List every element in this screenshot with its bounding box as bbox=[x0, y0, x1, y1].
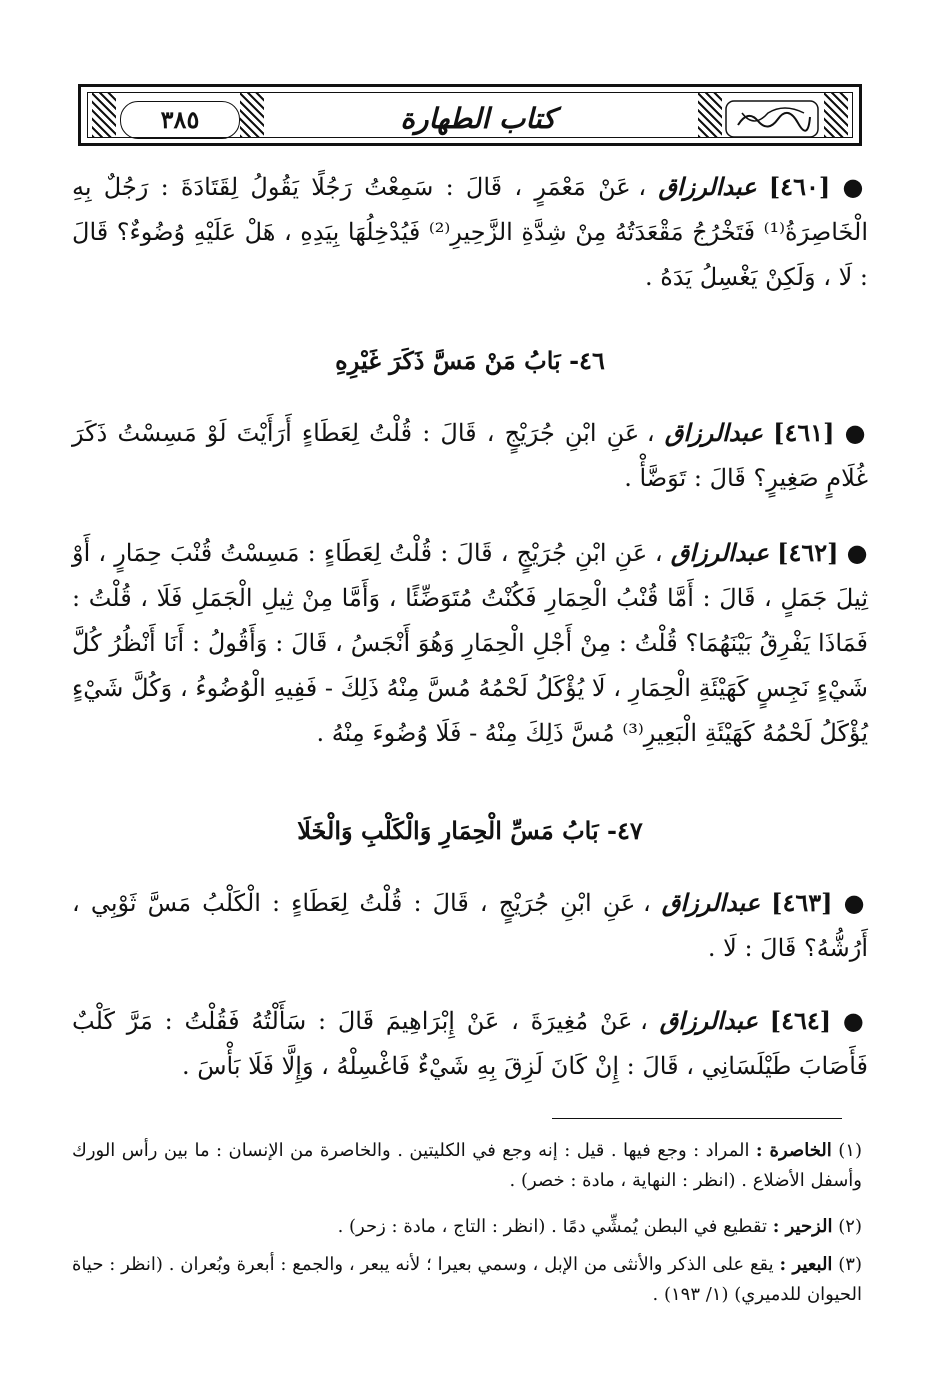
footnote-1 bbox=[72, 1136, 862, 1196]
footnote-text: المراد : وجع فيها . قيل : إنه وجع في الكليتين . والخاصرة من الإنسان : ما بين رأس الورك وأسفل الأضلاع . (انظر : النهاية ، مادة : خصر) . bbox=[72, 1140, 862, 1191]
hadith-number: [٤٦٤] bbox=[769, 1006, 832, 1035]
page-number: ٣٨٥ bbox=[120, 101, 240, 139]
publisher-seal-logo bbox=[724, 99, 820, 139]
narrator-name: عبدالرزاق bbox=[659, 1006, 758, 1035]
hadith-number: [٤٦٢] bbox=[777, 538, 839, 567]
narrator-name: عبدالرزاق bbox=[670, 538, 769, 567]
hadith-461: ● [٤٦١] عبدالرزاق ، عَنِ ابْنِ جُرَيْجٍ ، قَالَ : قُلْتُ لِعَطَاءٍ أَرَأَيْتَ لَوْ مَسِسْتُ ذَكَرَ غُلَامٍ صَغِيرٍ؟ قَالَ : تَوَضَّأْ . bbox=[72, 418, 868, 492]
footnote-marker: (١) bbox=[838, 1140, 862, 1161]
footnote-term: الزحير : bbox=[772, 1216, 833, 1237]
page-header bbox=[78, 84, 862, 146]
hadith-text: ، عَنْ مَعْمَرٍ ، قَالَ : سَمِعْتُ رَجُلًا يَقُولُ لِقَتَادَةَ : رَجُلٌ بِهِ الْخَاصِرَةُ⁽¹⁾ فَتَخْرُجُ مَقْعَدَتُهُ مِنْ شِدَّةِ الزَّحِيرِ⁽²⁾ فَيُدْخِلُهَا بِيَدِهِ ، هَلْ عَلَيْهِ وُضُوءٌ؟ قَالَ : لَا ، وَلَكِنْ يَغْسِلُ يَدَهُ . bbox=[72, 173, 868, 291]
ornament-right-outer bbox=[824, 93, 848, 137]
narrator-name: عبدالرزاق bbox=[664, 418, 763, 447]
footnote-3 bbox=[72, 1250, 862, 1310]
hadith-number: [٤٦٣] bbox=[771, 888, 833, 917]
footnote-marker: (٢) bbox=[838, 1216, 862, 1237]
hadith-463: ● [٤٦٣] عبدالرزاق ، عَنِ ابْنِ جُرَيْجٍ ، قَالَ : قُلْتُ لِعَطَاءٍ : الْكَلْبُ مَسَّ ثَوْبِي ، أَرُشُّهُ؟ قَالَ : لَا . bbox=[72, 888, 868, 962]
footnote-text: يقع على الذكر والأنثى من الإبل ، وسمي بعيرا ؛ لأنه يبعر ، والجمع : أبعرة وبُعران . (انظر : حياة الحيوان للدميري) (١/ ١٩٣) . bbox=[72, 1254, 862, 1305]
hadith-text: ، عَنْ مُغِيرَةَ ، عَنْ إِبْرَاهِيمَ قَالَ : سَأَلْتُهُ فَقُلْتُ : مَرَّ كَلْبٌ فَأَصَابَ طَيْلَسَانِي ، قَالَ : إِنْ كَانَ لَزِقَ بِهِ شَيْءٌ فَاغْسِلْهُ ، وَإِلَّا فَلَا بَأْسَ . bbox=[72, 1007, 868, 1080]
hadith-text: ، عَنِ ابْنِ جُرَيْجٍ ، قَالَ : قُلْتُ لِعَطَاءٍ : الْكَلْبُ مَسَّ ثَوْبِي ، أَرُشُّهُ؟ قَالَ : لَا . bbox=[72, 889, 868, 962]
hadith-460: ● [٤٦٠] عبدالرزاق ، عَنْ مَعْمَرٍ ، قَالَ : سَمِعْتُ رَجُلًا يَقُولُ لِقَتَادَةَ : رَجُلٌ بِهِ الْخَاصِرَةُ⁽¹⁾ فَتَخْرُجُ مَقْعَدَتُهُ مِنْ شِدَّةِ الزَّحِيرِ⁽²⁾ فَيُدْخِلُهَا بِيَدِهِ ، هَلْ عَلَيْهِ وُضُوءٌ؟ قَالَ : لَا ، وَلَكِنْ يَغْسِلُ يَدَهُ . bbox=[72, 172, 868, 291]
ornament-left-inner bbox=[240, 93, 264, 137]
header-frame bbox=[87, 92, 853, 138]
footnote-term: البعير : bbox=[779, 1254, 833, 1275]
footnote-term: الخاصرة : bbox=[755, 1140, 832, 1161]
hadith-number: [٤٦١] bbox=[773, 418, 835, 447]
footnote-text: تقطيع في البطن يُمشِّي دمًا . (انظر : التاج ، مادة : زحر) . bbox=[337, 1216, 767, 1237]
footnote-marker: (٣) bbox=[838, 1254, 862, 1275]
footnote-separator bbox=[552, 1118, 842, 1119]
ornament-left-outer bbox=[92, 93, 116, 137]
hadith-text: ، عَنِ ابْنِ جُرَيْجٍ ، قَالَ : قُلْتُ لِعَطَاءٍ : مَسِسْتُ قُنْبَ حِمَارٍ ، أَوْ ثِيلَ جَمَلٍ ، قَالَ : أَمَّا قُنْبُ الْحِمَارِ فَكُنْتُ مُتَوَضِّئًا ، وَأَمَّا مِنْ ثِيلِ الْجَمَلِ فَلَا ، قُلْتُ : فَمَاذَا يَفْرِقُ بَيْنَهُمَا؟ قُلْتُ : مِنْ أَجْلِ الْحِمَارِ وَهُوَ أَنْجَسُ ، قَالَ : وَأَقُولُ : أَنَا أَنْظُرُ كُلَّ شَيْءٍ نَجِسٍ كَهَيْئَةِ الْحِمَارِ ، لَا يُؤْكَلُ لَحْمُهُ مُسَّ مِنْهُ ذَلِكَ - فَفِيهِ الْوُضُوءُ ، وَكُلَّ شَيْءٍ يُؤْكَلُ لَحْمُهُ كَهَيْئَةِ الْبَعِيرِ⁽³⁾ مُسَّ ذَلِكَ مِنْهُ - فَلَا وُضُوءَ مِنْهُ . bbox=[72, 539, 869, 747]
book-title: كتاب الطهارة bbox=[400, 102, 556, 135]
hadith-464: ● [٤٦٤] عبدالرزاق ، عَنْ مُغِيرَةَ ، عَنْ إِبْرَاهِيمَ قَالَ : سَأَلْتُهُ فَقُلْتُ : مَرَّ كَلْبٌ فَأَصَابَ طَيْلَسَانِي ، قَالَ : إِنْ كَانَ لَزِقَ بِهِ شَيْءٌ فَاغْسِلْهُ ، وَإِلَّا فَلَا بَأْسَ . bbox=[72, 1006, 868, 1080]
chapter-heading-46: ٤٦- بَابُ مَنْ مَسَّ ذَكَرَ غَيْرِهِ bbox=[335, 346, 605, 375]
hadith-number: [٤٦٠] bbox=[768, 172, 831, 201]
ornament-right-inner bbox=[698, 93, 722, 137]
chapter-heading-47: ٤٧- بَابُ مَسِّ الْحِمَارِ وَالْكَلْبِ وَالْخَلَا bbox=[297, 816, 643, 845]
footnote-2 bbox=[72, 1212, 862, 1242]
narrator-name: عبدالرزاق bbox=[658, 172, 757, 201]
hadith-text: ، عَنِ ابْنِ جُرَيْجٍ ، قَالَ : قُلْتُ لِعَطَاءٍ أَرَأَيْتَ لَوْ مَسِسْتُ ذَكَرَ غُلَامٍ صَغِيرٍ؟ قَالَ : تَوَضَّأْ . bbox=[72, 419, 868, 492]
narrator-name: عبدالرزاق bbox=[661, 888, 761, 917]
hadith-462: ● [٤٦٢] عبدالرزاق ، عَنِ ابْنِ جُرَيْجٍ ، قَالَ : قُلْتُ لِعَطَاءٍ : مَسِسْتُ قُنْبَ حِمَارٍ ، أَوْ ثِيلَ جَمَلٍ ، قَالَ : أَمَّا قُنْبُ الْحِمَارِ فَكُنْتُ مُتَوَضِّئًا ، وَأَمَّا مِنْ ثِيلِ الْجَمَلِ فَلَا ، قُلْتُ : فَمَاذَا يَفْرِقُ بَيْنَهُمَا؟ قُلْتُ : مِنْ أَجْلِ الْحِمَارِ وَهُوَ أَنْجَسُ ، قَالَ : وَأَقُولُ : أَنَا أَنْظُرُ كُلَّ شَيْءٍ نَجِسٍ كَهَيْئَةِ الْحِمَارِ ، لَا يُؤْكَلُ لَحْمُهُ مُسَّ مِنْهُ ذَلِكَ - فَفِيهِ الْوُضُوءُ ، وَكُلَّ شَيْءٍ يُؤْكَلُ لَحْمُهُ كَهَيْئَةِ الْبَعِيرِ⁽³⁾ مُسَّ ذَلِكَ مِنْهُ - فَلَا وُضُوءَ مِنْهُ . bbox=[72, 538, 869, 747]
